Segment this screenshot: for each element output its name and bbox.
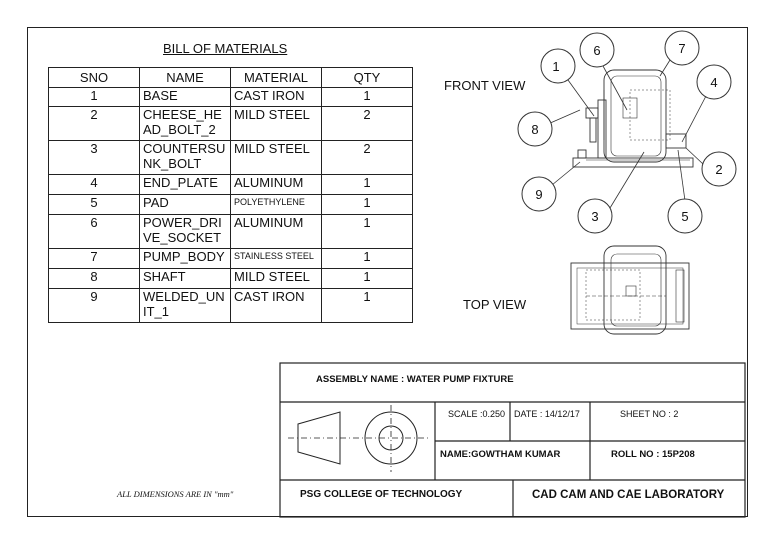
bom-name-cell: COUNTERSUNK_BOLT (140, 141, 231, 175)
balloon-number: 7 (678, 41, 686, 56)
college-name: PSG COLLEGE OF TECHNOLOGY (300, 489, 463, 500)
balloon-number: 2 (715, 162, 723, 177)
header-material: MATERIAL (231, 68, 322, 88)
bom-material-cell: CAST IRON (231, 88, 322, 107)
bom-qty-cell: 1 (322, 269, 413, 289)
bom-qty-cell: 1 (322, 289, 413, 323)
bom-material-cell: MILD STEEL (231, 107, 322, 141)
bom-qty-cell: 1 (322, 215, 413, 249)
bom-name-cell: PAD (140, 195, 231, 215)
balloon-number: 8 (531, 122, 539, 137)
scale-text: SCALE :0.250 (448, 409, 506, 419)
laboratory-name: CAD CAM AND CAE LABORATORY (532, 489, 725, 501)
bom-name-cell: POWER_DRIVE_SOCKET (140, 215, 231, 249)
date-text: DATE : 14/12/17 (514, 409, 580, 419)
header-name: NAME (140, 68, 231, 88)
sheet-number: SHEET NO : 2 (620, 409, 679, 419)
bom-sno-cell: 1 (49, 88, 140, 107)
bom-material-cell: ALUMINUM (231, 175, 322, 195)
bom-sno-cell: 9 (49, 289, 140, 323)
third-angle-projection-symbol (288, 405, 428, 472)
roll-number: ROLL NO : 15P208 (611, 449, 695, 460)
front-view-drawing (573, 70, 693, 167)
bom-qty-cell: 1 (322, 88, 413, 107)
balloon-number: 1 (552, 59, 560, 74)
bom-name-cell: SHAFT (140, 269, 231, 289)
bom-sno-cell: 8 (49, 269, 140, 289)
top-view-drawing (571, 246, 689, 334)
bom-material-cell: STAINLESS STEEL (231, 249, 322, 269)
bom-sno-cell: 5 (49, 195, 140, 215)
bom-qty-cell: 2 (322, 141, 413, 175)
header-qty: QTY (322, 68, 413, 88)
bom-sno-cell: 4 (49, 175, 140, 195)
bom-material-cell: POLYETHYLENE (231, 195, 322, 215)
student-name: NAME:GOWTHAM KUMAR (440, 449, 561, 460)
bom-qty-cell: 1 (322, 195, 413, 215)
front-view-label: FRONT VIEW (444, 78, 526, 93)
balloon-number: 5 (681, 209, 689, 224)
bom-name-cell: END_PLATE (140, 175, 231, 195)
balloon-number: 9 (535, 187, 543, 202)
balloons (518, 31, 736, 233)
bom-name-cell: BASE (140, 88, 231, 107)
top-view-label: TOP VIEW (463, 297, 527, 312)
header-sno: SNO (49, 68, 140, 88)
bom-material-cell: ALUMINUM (231, 215, 322, 249)
bom-qty-cell: 1 (322, 175, 413, 195)
balloon-number: 6 (593, 43, 601, 58)
dimensions-note: ALL DIMENSIONS ARE IN "mm" (117, 489, 234, 499)
bom-sno-cell: 2 (49, 107, 140, 141)
bom-sno-cell: 6 (49, 215, 140, 249)
bom-qty-cell: 1 (322, 249, 413, 269)
bom-qty-cell: 2 (322, 107, 413, 141)
balloon-number: 4 (710, 75, 718, 90)
bom-sno-cell: 3 (49, 141, 140, 175)
bom-title: BILL OF MATERIALS (163, 41, 288, 56)
bom-material-cell: CAST IRON (231, 289, 322, 323)
bom-name-cell: PUMP_BODY (140, 249, 231, 269)
bom-material-cell: MILD STEEL (231, 269, 322, 289)
bom-name-cell: CHEESE_HEAD_BOLT_2 (140, 107, 231, 141)
assembly-name: ASSEMBLY NAME : WATER PUMP FIXTURE (316, 374, 514, 385)
balloon-number: 3 (591, 209, 599, 224)
bom-material-cell: MILD STEEL (231, 141, 322, 175)
bom-name-cell: WELDED_UNIT_1 (140, 289, 231, 323)
bom-sno-cell: 7 (49, 249, 140, 269)
